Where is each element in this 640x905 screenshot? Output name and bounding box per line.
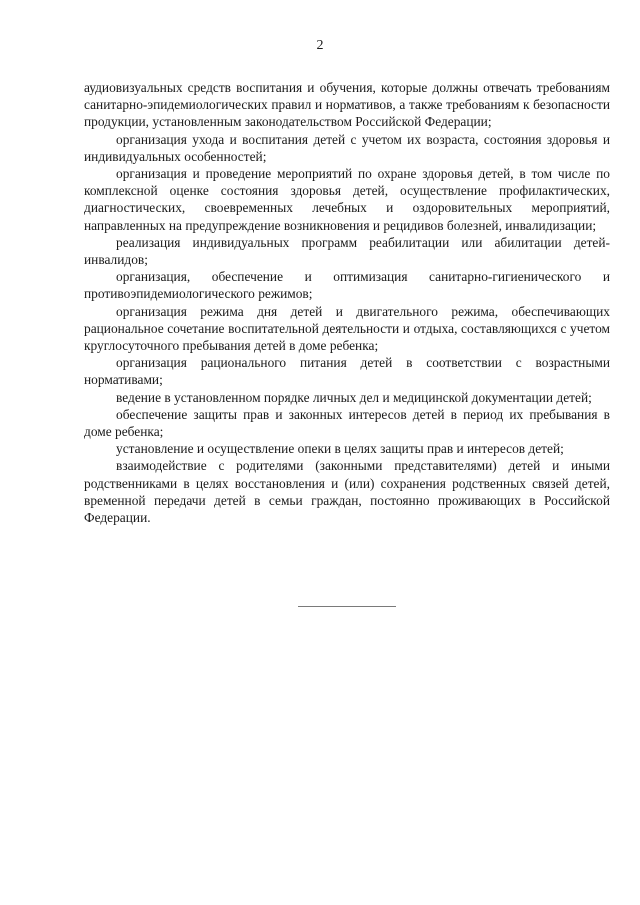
- paragraph-guardianship: установление и осуществление опеки в целях защиты прав и интересов детей;: [116, 441, 564, 457]
- paragraph-rehabilitation-programs: реализация индивидуальных программ реабилитации или абилитации детей-инвалидов;: [84, 234, 610, 268]
- paragraph-nutrition: организация рационального питания детей в соответствии с возрастными нормативами;: [84, 355, 610, 388]
- paragraph-health-protection: организация и проведение мероприятий по охране здоровья детей, в том числе по комплексной оценке состояния здоровья детей, осуществление профилактических, диагностических, своевременных лечебных и оздоровительных мероприятий, направленных на предупреждение возникновения и рецидивов болезней, инвалидизации;: [84, 166, 610, 233]
- closing-divider: [298, 606, 396, 607]
- paragraph-sanitary-regime: организация, обеспечение и оптимизация санитарно-гигиенического и противоэпидемиологического режимов;: [84, 269, 610, 302]
- paragraph-rights-protection: обеспечение защиты прав и законных интересов детей в период их пребывания в доме ребенка;: [84, 406, 610, 440]
- paragraph-records: ведение в установленном порядке личных дел и медицинской документации детей;: [116, 389, 592, 405]
- paragraph-continuation: аудиовизуальных средств воспитания и обучения, которые должны отвечать требованиям санитарно-эпидемиологических правил и нормативов, а также требованиям к безопасности продукции, установленным законодательством Российской Федерации;: [84, 80, 610, 130]
- page-number: 2: [316, 38, 324, 53]
- document-body: [84, 79, 610, 526]
- paragraph-family-interaction: взаимодействие с родителями (законными представителями) детей и иными родственниками в целях восстановления и (или) сохранения родственных связей детей, временной передачи детей в семьи граждан, постоянно проживающих в Российской Федерации.: [84, 458, 610, 526]
- paragraph-daily-regime: организация режима дня детей и двигательного режима, обеспечивающих рациональное сочетание воспитательной деятельности и отдыха, составляющихся с учетом круглосуточного пребывания детей в доме ребенка;: [84, 303, 610, 354]
- paragraph-care-upbringing: организация ухода и воспитания детей с учетом их возраста, состояния здоровья и индивидуальных особенностей;: [84, 131, 610, 164]
